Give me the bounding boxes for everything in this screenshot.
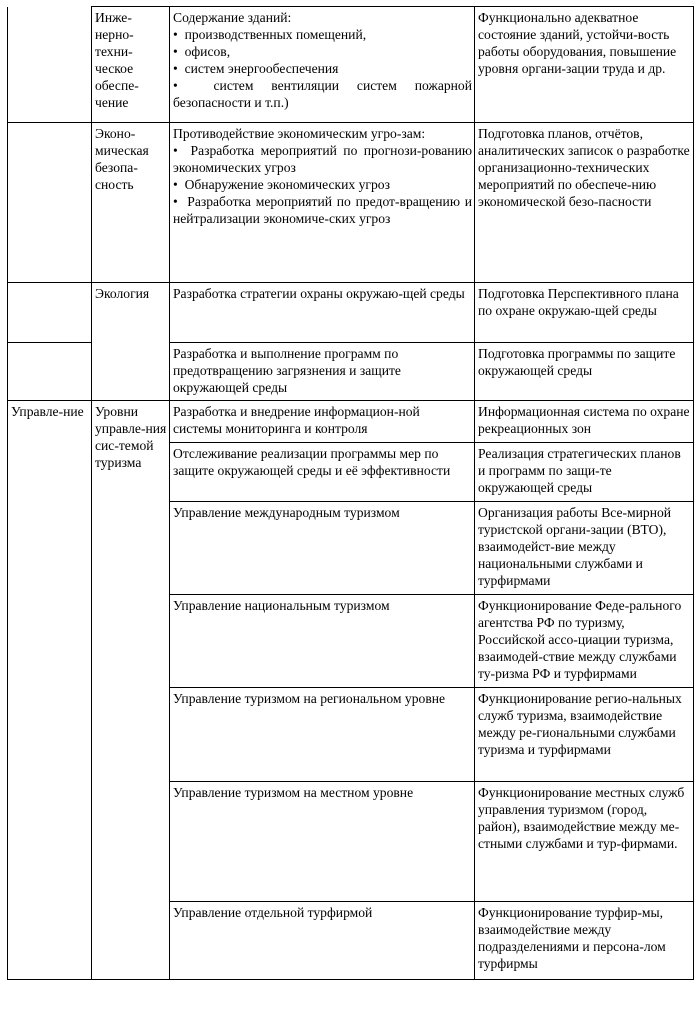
content-cell [170, 123, 475, 283]
content-cell: Управление международным туризмом [170, 502, 475, 595]
result-cell: Организация работы Все-мирной туристской органи-зации (ВТО), взаимодейст-вие между национальными службами и турфирмами [475, 502, 694, 595]
section-cell-empty [8, 7, 92, 123]
result-cell: Реализация стратегических планов и программ по защи-те окружающей среды [475, 443, 694, 502]
list-item: • офисов, [173, 43, 472, 60]
content-cell: Отслеживание реализации программы мер по защите окружающей среды и её эффективности [170, 443, 475, 502]
result-cell: Подготовка Перспективного плана по охране окружаю-щей среды [475, 283, 694, 343]
list-item: • систем энергообеспечения [173, 60, 472, 77]
result-cell: Функционирование регио-нальных служб туризма, взаимодействие между ре-гиональными службами туризма и турфирмами [475, 688, 694, 782]
content-cell: Управление отдельной турфирмой [170, 902, 475, 980]
content-cell: Разработка стратегии охраны окружаю-щей среды [170, 283, 475, 343]
content-cell [170, 7, 475, 123]
content-cell: Разработка и внедрение информацион-ной системы мониторинга и контроля [170, 401, 475, 443]
result-cell: Функционально адекватное состояние зданий, устойчи-вость работы оборудования, повышение уровня органи-зации труда и др. [475, 7, 694, 123]
list-item: • производственных помещений, [173, 26, 472, 43]
list-item: • Разработка мероприятий по предот-вращению и нейтрализации экономиче-ских угроз [173, 193, 472, 227]
subject-cell: Инже-нерно-техни-ческое обеспе-чение [92, 7, 170, 123]
content-title: Содержание зданий: [173, 10, 292, 25]
table-row [8, 401, 694, 443]
result-cell: Функционирование Феде-рального агентства РФ по туризму, Российской ассо-циации туризма, взаимодей-ствие между службами ту-ризма РФ и турфирмами [475, 595, 694, 688]
result-cell: Информационная система по охране рекреационных зон [475, 401, 694, 443]
tourism-management-table [7, 6, 694, 980]
subject-cell: Уровни управле-ния сис-темой туризма [92, 401, 170, 980]
table-row [8, 123, 694, 283]
result-cell: Подготовка программы по защите окружающей среды [475, 343, 694, 401]
result-cell: Функционирование турфир-мы, взаимодействие между подразделениями и персона-лом турфирмы [475, 902, 694, 980]
table-row [8, 7, 694, 123]
subject-cell: Эконо-мическая безопа-сность [92, 123, 170, 283]
content-cell: Разработка и выполнение программ по предотвращению загрязнения и защите окружающей среды [170, 343, 475, 401]
section-cell: Управле-ние [8, 401, 92, 980]
content-cell: Управление туризмом на региональном уровне [170, 688, 475, 782]
subject-cell: Экология [92, 283, 170, 401]
result-cell: Подготовка планов, отчётов, аналитических записок о разработке организационно-технических мероприятий по обеспече-нию экономической безо-пасности [475, 123, 694, 283]
table-row [8, 283, 694, 343]
list-item: • Обнаружение экономических угроз [173, 176, 472, 193]
content-title: Противодействие экономическим угро-зам: [173, 126, 426, 141]
section-cell-empty [8, 343, 92, 401]
result-cell: Функционирование местных служб управления туризмом (город, район), взаимодействие между ме-стными службами и тур-фирмами. [475, 782, 694, 902]
content-cell: Управление туризмом на местном уровне [170, 782, 475, 902]
list-item: • Разработка мероприятий по прогнози-рованию экономических угроз [173, 142, 472, 176]
section-cell-empty [8, 283, 92, 343]
content-cell: Управление национальным туризмом [170, 595, 475, 688]
list-item: • систем вентиляции систем пожарной безопасности и т.п.) [173, 77, 472, 111]
section-cell-empty [8, 123, 92, 283]
